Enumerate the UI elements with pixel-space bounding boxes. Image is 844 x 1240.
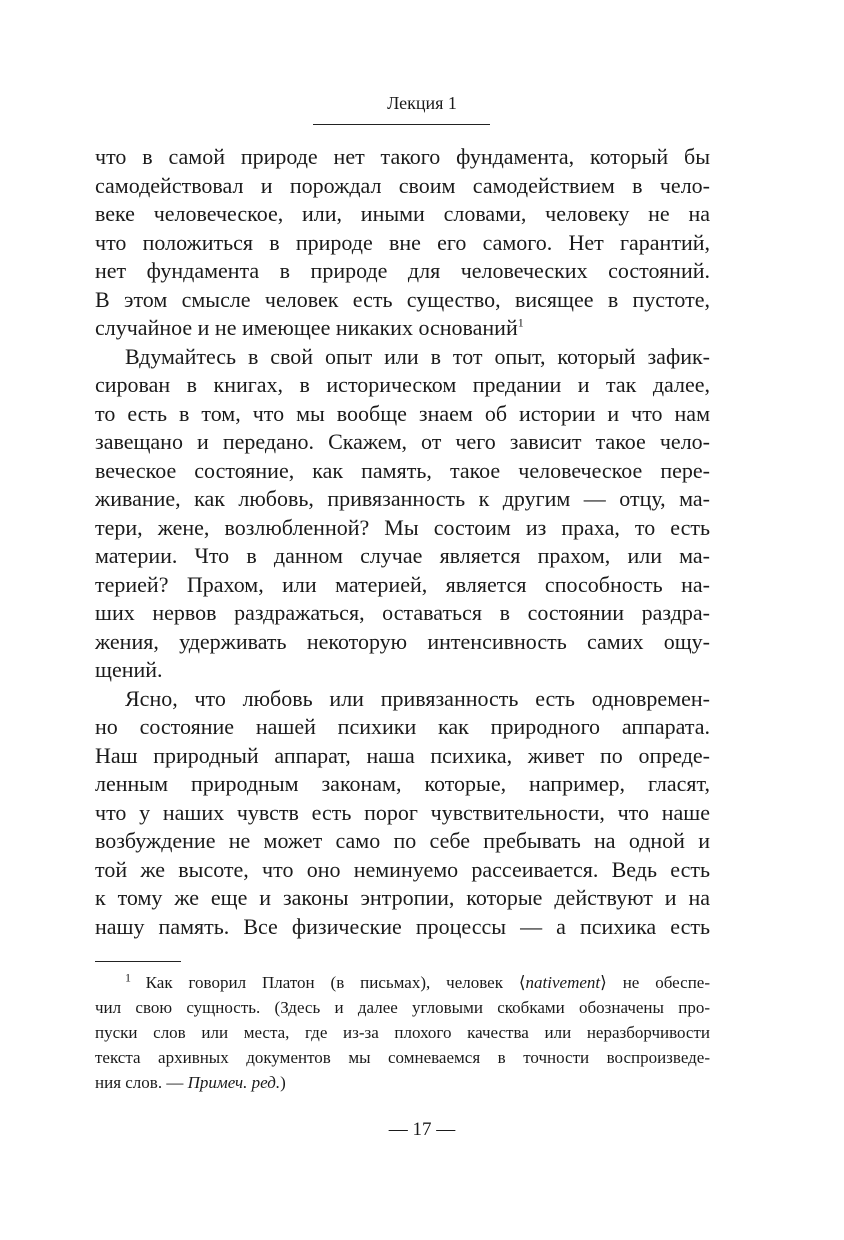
line-text: веке человеческое, или, иными словами, человеку не на bbox=[95, 201, 710, 226]
text-line bbox=[95, 172, 710, 201]
text-line bbox=[95, 884, 710, 913]
footnote-rule bbox=[95, 961, 181, 962]
line-text: возбуждение не может само по себе пребывать на одной и bbox=[95, 828, 710, 853]
line-text: к тому же еще и законы энтропии, которые действуют и на bbox=[95, 885, 710, 910]
text-line bbox=[95, 314, 710, 343]
line-text: чил свою сущность. (Здесь и далее угловыми скобками обозначены про- bbox=[95, 998, 710, 1017]
line-text: нашу память. Все физические процессы — а психика есть bbox=[95, 913, 710, 939]
footnote-line bbox=[95, 1045, 710, 1070]
line-text: живание, как любовь, привязанность к другим — отцу, ма- bbox=[95, 486, 710, 511]
footnote-line bbox=[95, 995, 710, 1020]
footnote-line bbox=[95, 1070, 710, 1095]
line-text: Ясно, что любовь или привязанность есть одновремен- bbox=[125, 685, 710, 711]
line-text: случайное и не имеющее никаких оснований bbox=[95, 315, 518, 340]
text-line bbox=[95, 656, 710, 685]
footnote-marker: 1 bbox=[125, 970, 146, 985]
line-text: что положиться в природе вне его самого. Нет гарантий, bbox=[95, 229, 710, 255]
line-text: веческое состояние, как память, такое человеческое пере- bbox=[95, 457, 710, 483]
footnote bbox=[95, 970, 710, 1095]
line-text: Как говорил Платон (в письмах), человек ⟨nativement⟩ не обеспе- bbox=[145, 973, 710, 992]
text-line bbox=[95, 400, 710, 429]
text-line bbox=[95, 485, 710, 514]
text-line bbox=[95, 200, 710, 229]
text-line bbox=[95, 143, 710, 172]
line-text: пуски слов или места, где из-за плохого качества или неразборчивости bbox=[95, 1023, 710, 1042]
text-line bbox=[95, 799, 710, 828]
line-text: нет фундамента в природе для человеческих состояний. bbox=[95, 258, 710, 283]
line-text: самодействовал и порождал своим самодействием в чело- bbox=[95, 172, 710, 198]
text-line bbox=[95, 457, 710, 486]
line-text: терией? Прахом, или материей, является способность на- bbox=[95, 571, 710, 597]
line-text: то есть в том, что мы вообще знаем об истории и что нам bbox=[95, 400, 710, 426]
line-text: что у наших чувств есть порог чувствительности, что наше bbox=[95, 799, 710, 825]
text-line bbox=[95, 685, 710, 714]
text-line bbox=[95, 571, 710, 600]
line-text: Вдумайтесь в свой опыт или в тот опыт, который зафик- bbox=[125, 343, 710, 369]
footnote-reference[interactable]: 1 bbox=[517, 315, 524, 330]
line-text: В этом смысле человек есть существо, висящее в пустоте, bbox=[95, 286, 710, 312]
line-text: сирован в книгах, в историческом предании и так далее, bbox=[95, 372, 710, 397]
text-line bbox=[95, 713, 710, 742]
text-line bbox=[95, 257, 710, 286]
text-line bbox=[95, 856, 710, 885]
footnote-line bbox=[95, 970, 710, 995]
line-text: ленным природным законам, которые, например, гласят, bbox=[95, 771, 710, 796]
line-text: ших нервов раздражаться, оставаться в состоянии раздра- bbox=[95, 600, 710, 625]
text-line bbox=[95, 428, 710, 457]
text-line bbox=[95, 770, 710, 799]
line-text: Наш природный аппарат, наша психика, живет по опреде- bbox=[95, 742, 710, 768]
footnote-line bbox=[95, 1020, 710, 1045]
line-text: щений. bbox=[95, 657, 163, 682]
text-line bbox=[95, 827, 710, 856]
line-text: текста архивных документов мы сомневаемся в точности воспроизведе- bbox=[95, 1048, 710, 1067]
header-rule bbox=[313, 124, 490, 125]
text-line bbox=[95, 343, 710, 372]
line-text: ния слов. — Примеч. ред.) bbox=[95, 1073, 286, 1092]
text-line bbox=[95, 514, 710, 543]
text-line bbox=[95, 628, 710, 657]
line-text: завещано и передано. Скажем, от чего зависит такое чело- bbox=[95, 429, 710, 454]
page-number: — 17 — bbox=[388, 1119, 456, 1140]
text-line bbox=[95, 286, 710, 315]
text-line bbox=[95, 599, 710, 628]
text-line bbox=[95, 742, 710, 771]
running-header: Лекция 1 bbox=[387, 93, 457, 113]
text-line bbox=[95, 371, 710, 400]
line-text: тери, жене, возлюбленной? Мы состоим из праха, то есть bbox=[95, 514, 710, 540]
text-line bbox=[95, 542, 710, 571]
line-text: жения, удерживать некоторую интенсивность самих ощу- bbox=[95, 628, 710, 654]
line-text: той же высоте, что оно неминуемо рассеивается. Ведь есть bbox=[95, 856, 710, 882]
text-line bbox=[95, 229, 710, 258]
body-text bbox=[95, 143, 710, 941]
line-text: что в самой природе нет такого фундамента, который бы bbox=[95, 144, 710, 169]
line-text: но состояние нашей психики как природного аппарата. bbox=[95, 714, 710, 739]
line-text: материи. Что в данном случае является прахом, или ма- bbox=[95, 543, 710, 568]
text-line bbox=[95, 913, 710, 942]
